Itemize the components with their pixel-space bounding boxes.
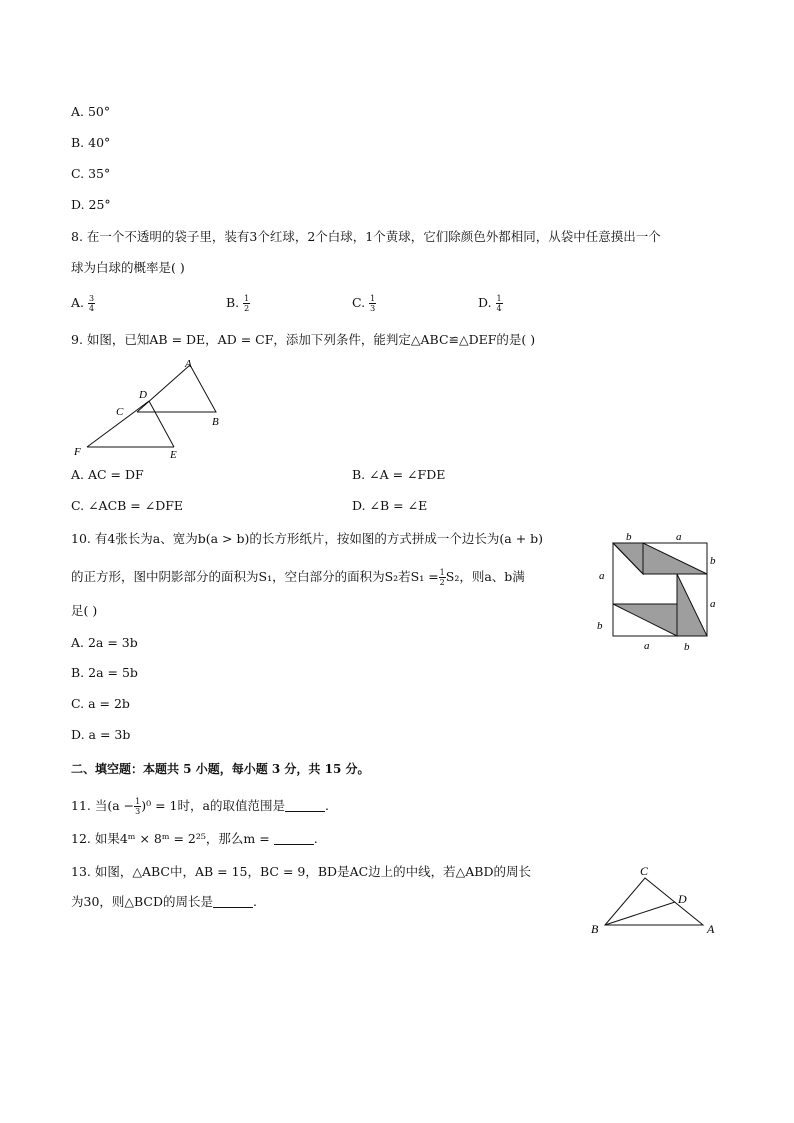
q10-option-a: A. 2a = 3b <box>71 635 138 650</box>
q8-option-c: C. $\frac{1}{3}$ <box>352 294 376 313</box>
q9-label-d: D <box>139 389 147 401</box>
q10-option-d: D. a = 3b <box>71 727 131 742</box>
q9-option-c: C. ∠ACB = ∠DFE <box>71 498 184 513</box>
q7-option-b: B. 40° <box>71 135 111 150</box>
q13-label-a: A <box>707 922 715 936</box>
q10-label-left-b: b <box>597 620 603 632</box>
q9-label-b: B <box>212 416 219 428</box>
q9-option-d: D. ∠B = ∠E <box>352 498 428 513</box>
q10-stem-line1: 10. 有4张长为a、宽为b(a > b)的长方形纸片，按如图的方式拼成一个边长为(a + b) <box>71 531 544 546</box>
q10-label-right-a: a <box>710 598 716 610</box>
q7-option-a: A. 50° <box>71 104 111 119</box>
q11-stem: 11. 当(a − $\frac{1}{3}$ )⁰ = 1时，a的取值范围是 . <box>71 797 329 816</box>
q10-label-left-a: a <box>599 570 605 582</box>
q8-stem-line2: 球为白球的概率是( ) <box>71 260 185 275</box>
q10-option-b: B. 2a = 5b <box>71 665 138 680</box>
q12-answer-blank <box>274 844 314 845</box>
q10-label-top-b: b <box>626 531 632 543</box>
q13-label-c: C <box>640 864 649 878</box>
q10-label-bottom-a: a <box>644 640 650 652</box>
q10-label-bottom-b: b <box>684 641 690 653</box>
q13-label-d: D <box>678 892 687 906</box>
q10-label-top-a: a <box>676 531 682 543</box>
q9-label-a: A <box>185 358 192 370</box>
section-heading-fill-in: 二、填空题：本题共 5 小题，每小题 3 分，共 15 分。 <box>71 762 370 776</box>
q9-label-e: E <box>170 449 177 461</box>
q13-stem-line1: 13. 如图，△ABC中，AB = 15，BC = 9，BD是AC边上的中线，若△ABD的周长 <box>71 864 532 879</box>
q8-option-b: B. $\frac{1}{2}$ <box>226 294 250 313</box>
q10-square-figure <box>592 527 722 653</box>
q10-option-c: C. a = 2b <box>71 696 130 711</box>
q13-stem-line2: 为30，则△BCD的周长是 . <box>71 894 258 909</box>
q11-answer-blank <box>285 811 325 812</box>
q9-option-a: A. AC = DF <box>71 467 144 482</box>
q10-stem-line3: 足( ) <box>71 603 98 618</box>
q10-stem-line2: 的正方形，图中阴影部分的面积为S₁，空白部分的面积为S₂若S₁ = $\frac{1}{2}$ S₂，则a、b满 <box>71 568 525 587</box>
q9-option-b: B. ∠A = ∠FDE <box>352 467 446 482</box>
q12-stem: 12. 如果4ᵐ × 8ᵐ = 2²⁵，那么m = . <box>71 831 318 846</box>
q13-label-b: B <box>591 922 599 936</box>
q8-option-a: A. $\frac{3}{4}$ <box>71 294 95 313</box>
q10-label-right-b: b <box>710 555 716 567</box>
q8-option-d: D. $\frac{1}{4}$ <box>478 294 502 313</box>
q8-stem-line1: 8. 在一个不透明的袋子里，装有3个红球，2个白球，1个黄球，它们除颜色外都相同，从袋中任意摸出一个 <box>71 229 661 244</box>
q13-triangle-figure <box>588 862 723 940</box>
q7-option-c: C. 35° <box>71 166 111 181</box>
q7-option-d: D. 25° <box>71 197 111 212</box>
q9-triangle-figure <box>70 355 230 463</box>
q9-label-c: C <box>116 406 124 418</box>
q9-stem: 9. 如图，已知AB = DE，AD = CF，添加下列条件，能判定△ABC≌△DEF的是( ) <box>71 332 536 347</box>
q9-label-f: F <box>74 446 81 458</box>
q13-answer-blank <box>213 907 253 908</box>
